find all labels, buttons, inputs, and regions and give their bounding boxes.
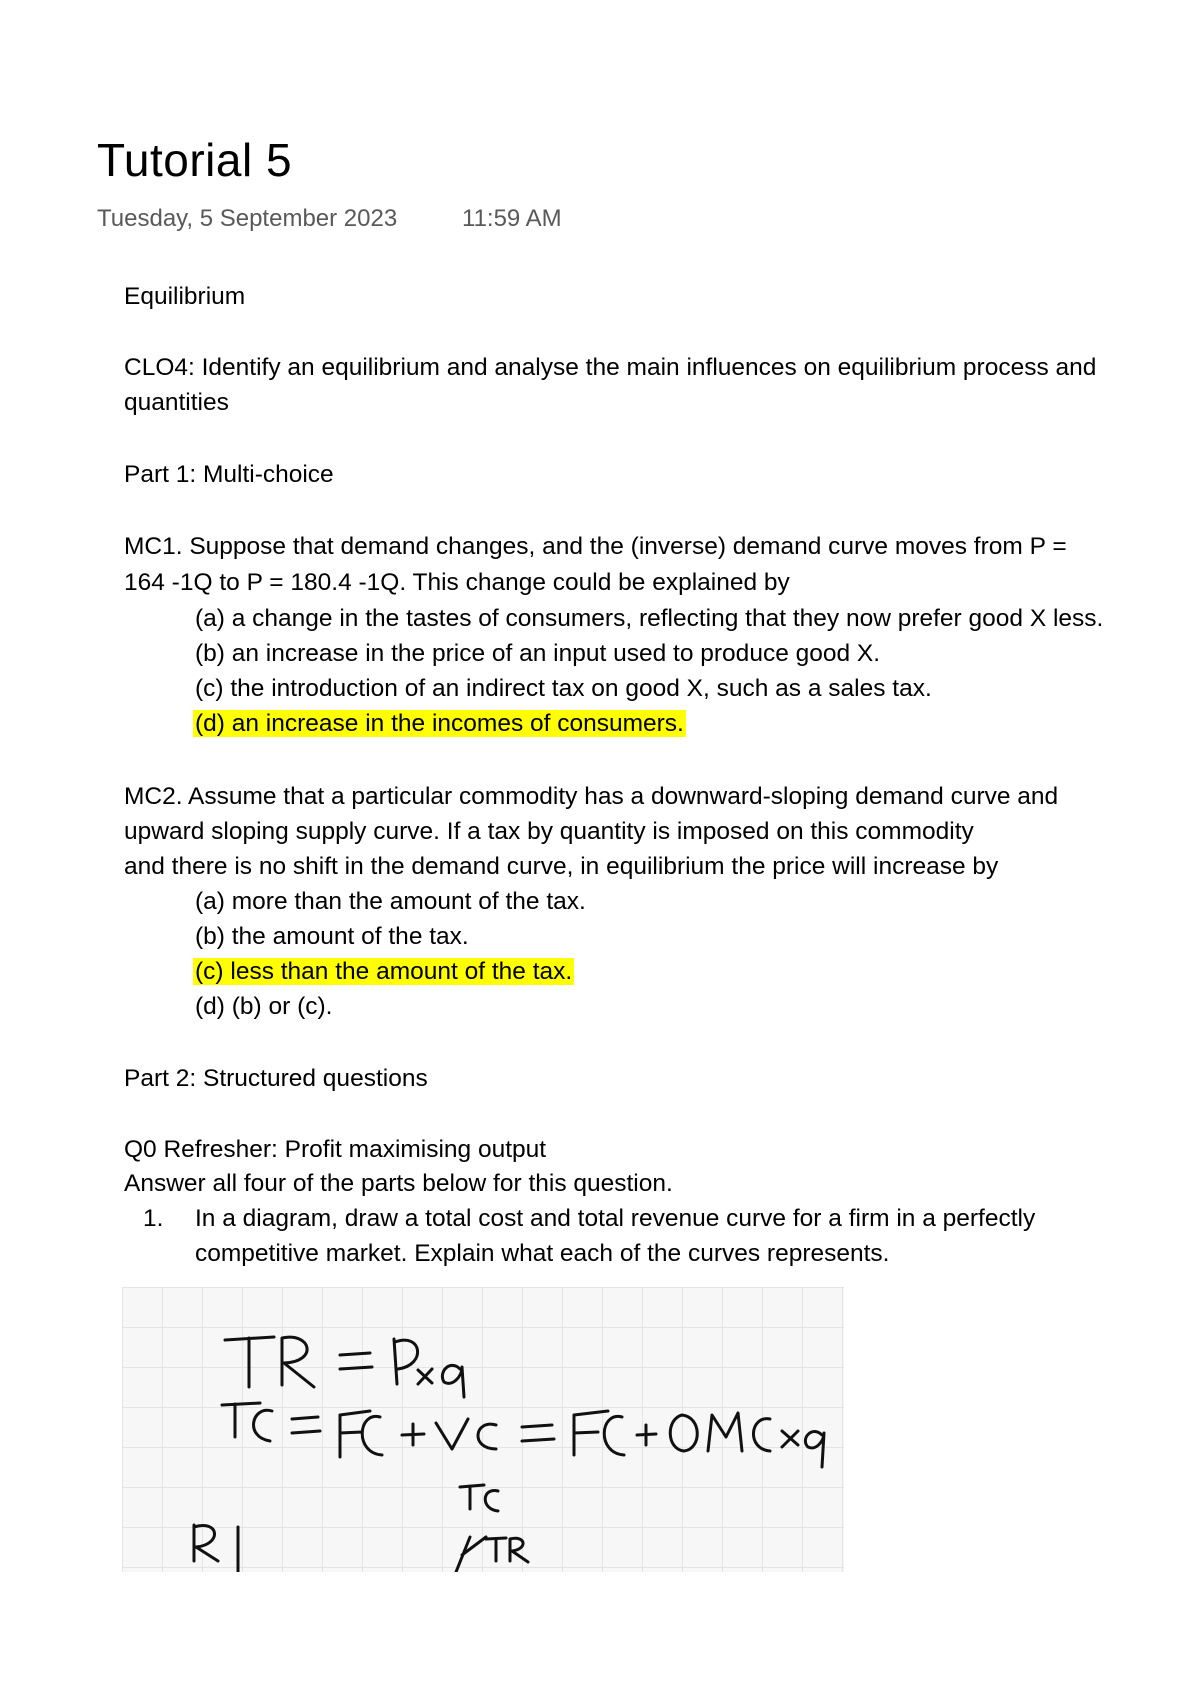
mc2-line-1: MC2. Assume that a particular commodity has a downward-sloping demand curve and	[124, 783, 1059, 810]
list-item-number: 1.	[143, 1205, 164, 1232]
part2-heading: Part 2: Structured questions	[124, 1065, 428, 1092]
highlight-answer: (c) less than the amount of the tax.	[195, 958, 573, 985]
handwritten-equation-tc	[222, 1403, 824, 1467]
mc1-line-2: 164 -1Q to P = 180.4 -1Q. This change could be explained by	[124, 569, 790, 596]
part1-heading: Part 1: Multi-choice	[124, 461, 334, 488]
page-time: 11:59 AM	[462, 205, 562, 232]
q0-instruction: Answer all four of the parts below for this question.	[124, 1170, 673, 1197]
q0-title: Q0 Refresher: Profit maximising output	[124, 1136, 547, 1163]
mc1-line-1: MC1. Suppose that demand changes, and the (inverse) demand curve moves from P =	[124, 533, 1067, 560]
mc2-line-2: upward sloping supply curve. If a tax by quantity is imposed on this commodity	[124, 818, 974, 845]
mc2-line-3: and there is no shift in the demand curve, in equilibrium the price will increase by	[124, 853, 999, 880]
handwritten-ink-canvas	[122, 1287, 844, 1572]
q0-item1-line-2: competitive market. Explain what each of the curves represents.	[195, 1240, 890, 1267]
mc2-option-d: (d) (b) or (c).	[195, 993, 333, 1020]
highlight-answer: (d) an increase in the incomes of consumers.	[195, 710, 684, 737]
page-date: Tuesday, 5 September 2023	[97, 205, 398, 232]
handwritten-curve-labels	[456, 1485, 528, 1572]
handwritten-equation-tr	[225, 1337, 464, 1397]
page-title: Tutorial 5	[97, 134, 293, 186]
mc2-option-a: (a) more than the amount of the tax.	[195, 888, 586, 915]
mc1-option-a: (a) a change in the tastes of consumers, reflecting that they now prefer good X less.	[195, 605, 1104, 632]
mc1-option-c: (c) the introduction of an indirect tax on good X, such as a sales tax.	[195, 675, 932, 702]
mc2-option-c-answer	[195, 955, 574, 989]
mc1-option-d-answer	[195, 707, 686, 741]
clo-line-1: CLO4: Identify an equilibrium and analyse the main influences on equilibrium process and	[124, 354, 1097, 381]
mc1-option-b: (b) an increase in the price of an input used to produce good X.	[195, 640, 881, 667]
mc2-option-b: (b) the amount of the tax.	[195, 923, 469, 950]
handwritten-axis-r	[194, 1525, 238, 1572]
topic-heading: Equilibrium	[124, 283, 246, 310]
clo-line-2: quantities	[124, 389, 229, 416]
handwriting-svg	[122, 1287, 844, 1572]
q0-item1-line-1: In a diagram, draw a total cost and total revenue curve for a firm in a perfectly	[195, 1205, 1036, 1232]
